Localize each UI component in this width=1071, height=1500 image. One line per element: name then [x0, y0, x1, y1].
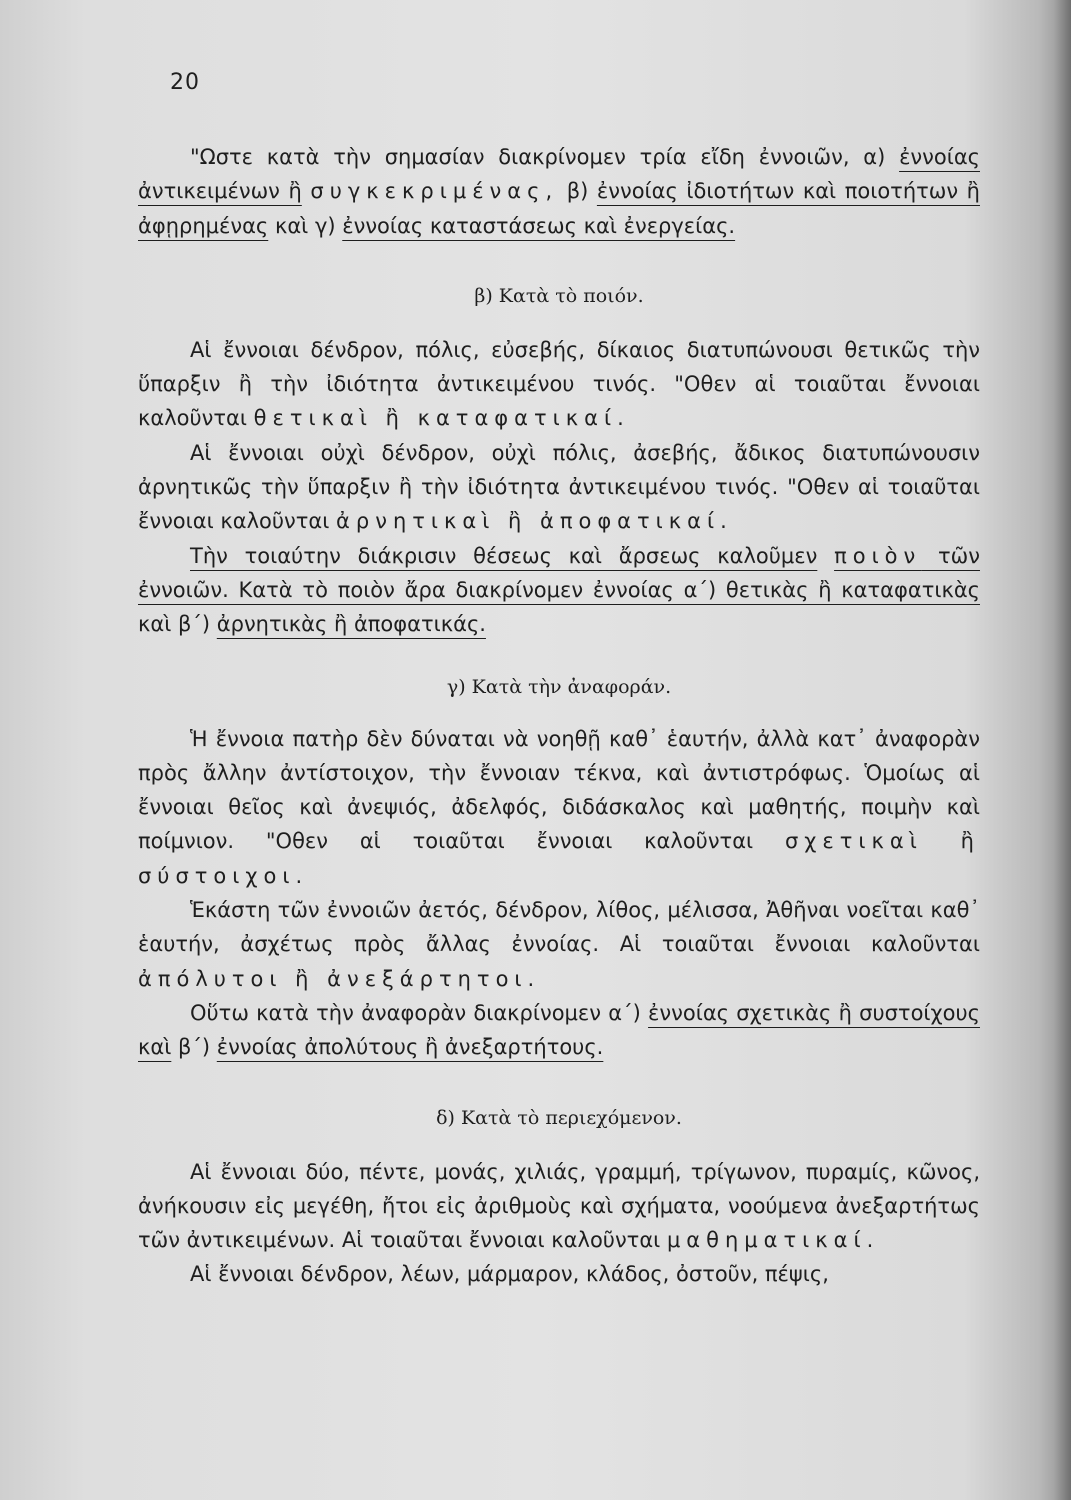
- underlined-term: ἀρνητικὰς ἢ ἀποφατικάς.: [216, 612, 486, 637]
- text-run: [817, 544, 834, 568]
- spaced-term: συγκεκριμένας,: [310, 179, 559, 204]
- spaced-term: μαθηματικαί.: [666, 1228, 880, 1253]
- text-run: β): [558, 179, 597, 204]
- spaced-term: σχετικαὶ ἢ σύστοιχοι.: [138, 829, 980, 888]
- text-run: Ἡ ἔννοια πατὴρ δὲν δύναται νὰ νοηθῇ καθ᾿ ἑαυτήν, ἀλλὰ κατ᾿ ἀναφορὰν πρὸς ἄλλην ἀντίστοιχον, τὴν ἔννοιαν τέκνα, καὶ ἀντιστρόφως. Ὁμοίως αἱ ἔννοιαι θεῖος καὶ ἀνεψιός, ἀδελφός, διδάσκαλος καὶ μαθητής, ποιμὴν καὶ ποίμνιον. "Οθεν αἱ τοιαῦται ἔννοιαι καλοῦνται: [138, 726, 980, 854]
- paragraph-continued: [138, 1257, 980, 1291]
- text-run: β΄): [171, 1035, 217, 1060]
- paragraph-meaning-summary: [138, 140, 980, 243]
- underlined-term: ἐννοίας καταστάσεως καὶ ἐνεργείας.: [342, 213, 736, 238]
- text-run: Αἱ ἔννοιαι δύο, πέντε, μονάς, χιλιάς, γραμμή, τρίγωνον, πυραμίς, κῶνος, ἀνήκουσιν εἰς μεγέθη, ἤτοι εἰς ἀριθμοὺς καὶ σχήματα, νοούμενα ἀνεξαρτήτως τῶν ἀντικειμένων. Αἱ τοιαῦται ἔννοιαι καλοῦνται: [138, 1159, 980, 1253]
- underlined-term: ἐννοίας σχετικὰς ἢ συστοίχους καὶ: [138, 1000, 980, 1060]
- paragraph-relative: [138, 722, 980, 893]
- text-run: "Ωστε κατὰ τὴν σημασίαν διακρίνομεν τρία εἴδη ἐννοιῶν, α): [190, 145, 900, 169]
- paragraph-absolute: [138, 893, 980, 996]
- spaced-term: ἀπόλυτοι ἢ ἀνεξάρτητοι.: [138, 966, 541, 991]
- underlined-term: ἐννοίας ἀντικειμένων ἢ: [138, 145, 980, 204]
- underlined-term: ἐννοίας ἀπολύτους ἢ ἀνεξαρτήτους.: [216, 1035, 604, 1060]
- text-run: Ἑκάστη τῶν ἐννοιῶν ἀετός, δένδρον, λίθος, μέλισσα, Ἀθῆναι νοεῖται καθ᾿ ἑαυτήν, ἀσχέτως πρὸς ἄλλας ἐννοίας. Αἱ τοιαῦται ἔννοιαι καλοῦνται: [138, 898, 980, 957]
- page-edge-shadow: [1053, 0, 1071, 1500]
- spaced-term: ἀρνητικαὶ ἢ ἀποφατικαί.: [336, 509, 733, 534]
- underlined-term: τῶν ἐννοιῶν. Κατὰ τὸ ποιὸν ἄρα διακρίνομεν ἐννοίας α΄) θετικὰς ἢ καταφατικὰς: [138, 543, 980, 602]
- underlined-term: ποιὸν: [834, 543, 922, 568]
- paragraph-negative: [138, 436, 980, 539]
- text-run: Οὕτω κατὰ τὴν ἀναφορὰν διακρίνομεν α΄): [190, 1000, 649, 1025]
- paragraph-affirmative: [138, 333, 980, 436]
- paragraph-quality-summary: [138, 539, 980, 642]
- section-heading-quality: β) Κατὰ τὸ ποιόν.: [474, 284, 644, 307]
- section-heading-content: δ) Κατὰ τὸ περιεχόμενον.: [436, 1106, 682, 1129]
- page-text: [138, 140, 980, 1292]
- text-run: καὶ γ): [268, 213, 343, 238]
- text-run: Αἱ ἔννοιαι δένδρον, λέων, μάρμαρον, κλάδος, ὀστοῦν, πέψις,: [190, 1262, 829, 1287]
- text-run: Αἱ ἔννοιαι δένδρον, πόλις, εὐσεβής, δίκαιος διατυπώνουσι θετικῶς τὴν ὕπαρξιν ἢ τὴν ἰδιότητα ἀντικειμένου τινός. "Οθεν αἱ τοιαῦται ἔννοιαι καλοῦνται: [138, 337, 980, 431]
- underlined-term: ἐννοίας ἰδιοτήτων καὶ ποιοτήτων ἢ ἀφῃρημένας: [138, 179, 980, 238]
- page-number: 20: [170, 70, 200, 95]
- paragraph-mathematical: [138, 1155, 980, 1258]
- underlined-term: Τὴν τοιαύτην διάκρισιν θέσεως καὶ ἄρσεως καλοῦμεν: [190, 543, 818, 568]
- paragraph-reference-summary: [138, 996, 980, 1065]
- section-heading-reference: γ) Κατὰ τὴν ἀναφοράν.: [446, 675, 672, 698]
- text-run: καὶ β΄): [138, 612, 217, 637]
- spaced-term: θετικαὶ ἢ καταφατικαί.: [253, 406, 630, 431]
- text-run: Αἱ ἔννοιαι οὐχὶ δένδρον, οὐχὶ πόλις, ἀσεβής, ἄδικος διατυπώνουσιν ἀρνητικῶς τὴν ὕπαρξιν ἢ τὴν ἰδιότητα ἀντικειμένου τινός. "Οθεν αἱ τοιαῦται ἔννοιαι καλοῦνται: [138, 440, 980, 534]
